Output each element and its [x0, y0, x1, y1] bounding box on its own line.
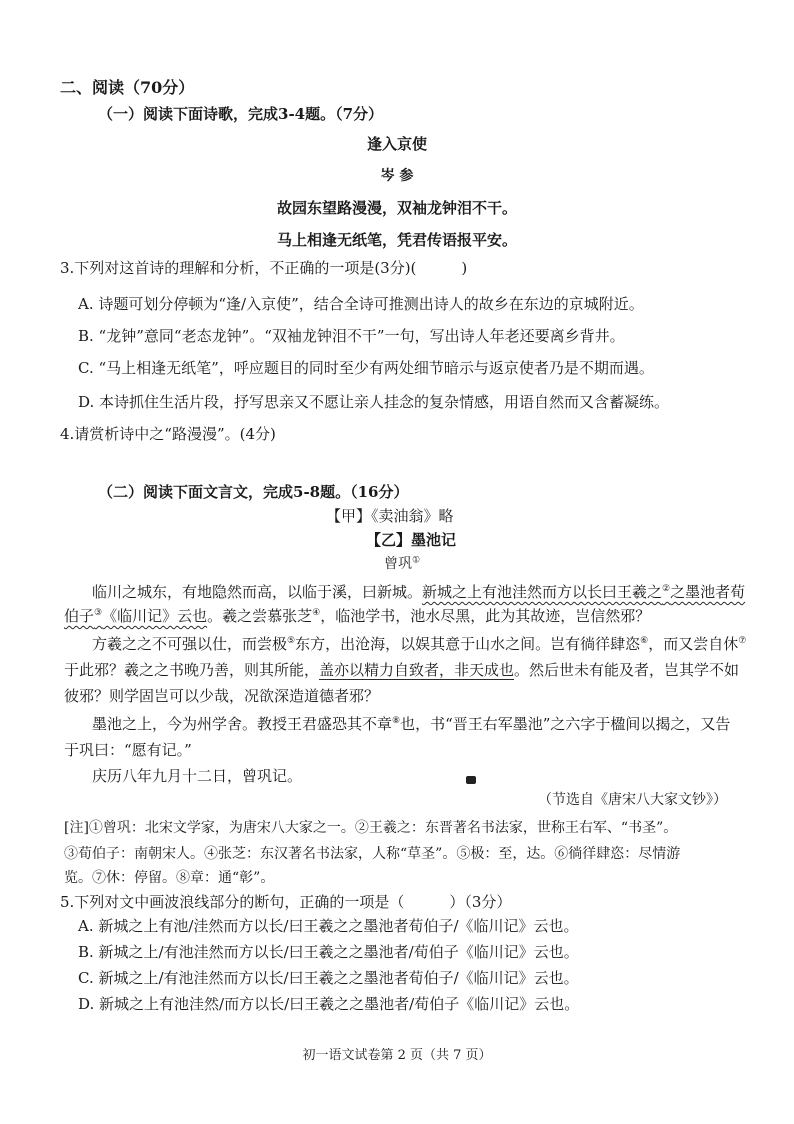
note-marker: ③ — [94, 608, 103, 618]
note-marker: ⑥ — [640, 636, 649, 646]
underlined-text: 盖亦以精力自致者，非天成也 — [319, 661, 515, 679]
annotation-line-2: ③荀伯子：南朝宋人。④张芝：东汉著名书法家，人称“草圣”。⑤极：至，达。⑥徜徉肆恣：尽情游 — [64, 846, 681, 862]
text-span: 。然后世未有能及者，岂其学不如 — [514, 661, 740, 679]
passage-jia-label: 【甲】《卖油翁》略 — [326, 507, 454, 525]
question-3: 3.下列对这首诗的理解和分析，不正确的一项是(3分)( ) — [60, 259, 468, 277]
poem-line-2: 马上相逢无纸笔，凭君传语报平安。 — [276, 231, 517, 249]
text-span: 之墨池者荀 — [670, 583, 746, 601]
text-span: 也，书“晋王右军墨池”之六字于楹间以揭之，又告 — [400, 715, 731, 733]
note-marker: ⑤ — [287, 636, 296, 646]
passage-yi-title: 【乙】墨池记 — [366, 531, 457, 549]
paragraph-1-line-1 — [92, 582, 745, 602]
part2-instruction: （二）阅读下面文言文，完成5-8题。（16分） — [98, 483, 409, 501]
section-title: 二、阅读（70分） — [60, 78, 195, 97]
paragraph-4: 庆历八年九月十二日，曾巩记。 — [92, 767, 303, 785]
wavy-underlined-text — [64, 607, 207, 625]
text-span: 方羲之之不可强以仕，而尝极 — [92, 635, 288, 653]
question-3-option-d: D. 本诗抓住生活片段，抒写思亲又不愿让亲人挂念的复杂情感，用语自然而又含蓄凝练。 — [78, 393, 670, 411]
poem-title: 逢入京使 — [366, 135, 427, 153]
text-span: 东方，出沧海，以娱其意于山水之间。岂有徜徉肆恣 — [295, 635, 641, 653]
note-marker: ② — [662, 584, 671, 594]
question-3-option-c: C. “马上相逢无纸笔”，呼应题目的同时至少有两处细节暗示与返京使者乃是不期而遇。 — [78, 359, 654, 377]
text-span: ，而又尝自休 — [648, 635, 739, 653]
note-marker: ⑧ — [392, 716, 401, 726]
question-4: 4.请赏析诗中之“路漫漫”。(4分) — [60, 425, 276, 443]
passage-author — [384, 554, 420, 574]
text-span: 墨池之上，今为州学舍。教授王君盛恐其不章 — [92, 715, 393, 733]
question-3-option-a: A. 诗题可划分停顿为“逢/入京使”，结合全诗可推测出诗人的故乡在东边的京城附近。 — [78, 295, 644, 313]
annotation-line-1: [注]①曾巩：北宋文学家，为唐宋八大家之一。②王羲之：东晋著名书法家，世称王右军、“书圣”。 — [64, 820, 678, 836]
text-span: 。羲之尝慕张芝 — [207, 607, 313, 625]
question-5-option-c: C. 新城之上/有池洼然而方以长/曰王羲之之墨池者荀伯子/《临川记》云也。 — [78, 969, 579, 987]
poem-line-1: 故园东望路漫漫，双袖龙钟泪不干。 — [276, 199, 517, 217]
question-5-option-b: B. 新城之上/有池洼然而方以长/曰王羲之之墨池者/荀伯子《临川记》云也。 — [78, 943, 579, 961]
text-span: 新城之上有池洼然而方以长曰王羲之 — [422, 583, 663, 601]
paragraph-3-line-2: 于巩曰：“愿有记。” — [64, 741, 192, 759]
poem-author: 岑 参 — [380, 168, 414, 184]
paragraph-2-line-1 — [92, 634, 746, 654]
text-span: 临川之城东，有地隐然而高，以临于溪，曰新城。 — [92, 583, 423, 601]
note-marker: ④ — [312, 608, 321, 618]
passage-source: （节选自《唐宋八大家文钞》） — [538, 792, 727, 808]
annotation-line-3: 览。⑦休：停留。⑧章：通“彰”。 — [64, 870, 275, 886]
question-5-option-d: D. 新城之上有池洼然/而方以长/曰王羲之之墨池者/荀伯子《临川记》云也。 — [78, 995, 580, 1013]
author-note-marker: ① — [412, 555, 421, 566]
text-span: 伯子 — [64, 607, 95, 625]
part1-instruction: （一）阅读下面诗歌，完成3-4题。（7分） — [98, 105, 384, 123]
text-span: ，临池学书，池水尽黑，此为其故迹，岂信然邪？ — [320, 607, 651, 625]
paragraph-2-line-2 — [64, 660, 739, 680]
question-3-option-b: B. “龙钟”意同“老态龙钟”。“双袖龙钟泪不干”一句，写出诗人年老还要离乡背井。 — [78, 327, 625, 345]
paragraph-3-line-1 — [92, 714, 730, 734]
text-span: 《临川记》云也 — [102, 607, 208, 625]
wavy-underlined-text — [422, 583, 745, 601]
question-5: 5.下列对文中画波浪线部分的断句，正确的一项是（ ）（3分） — [60, 893, 512, 911]
ink-blot — [466, 776, 476, 784]
author-name: 曾巩 — [384, 556, 412, 572]
note-marker: ⑦ — [738, 636, 747, 646]
paragraph-2-line-3: 彼邪？则学固岂可以少哉，况欲深造道德者邪？ — [64, 687, 380, 705]
page-footer: 初一语文试卷第 2 页（共 7 页） — [302, 1048, 492, 1063]
text-span: 于此邪？羲之之书晚乃善，则其所能， — [64, 661, 320, 679]
paragraph-1-line-2 — [64, 606, 650, 626]
question-5-option-a: A. 新城之上有池/洼然而方以长/曰王羲之之墨池者荀伯子/《临川记》云也。 — [78, 917, 579, 935]
